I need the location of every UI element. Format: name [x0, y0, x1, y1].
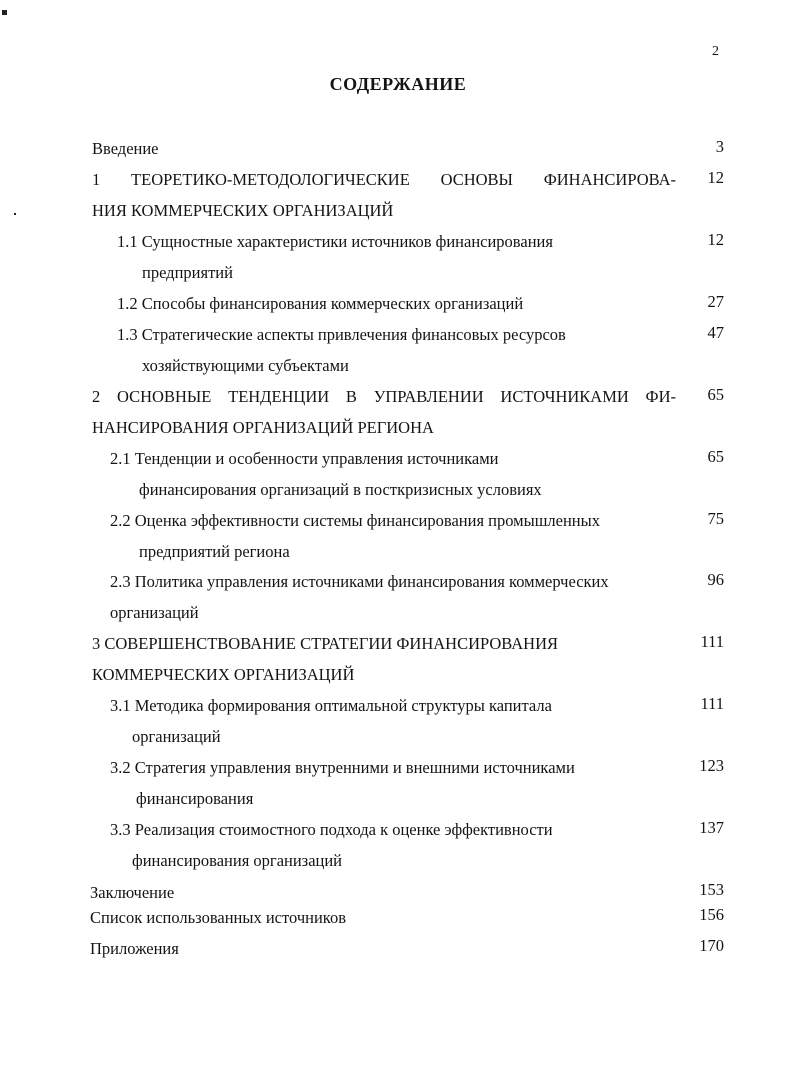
toc-entry-section-3-2-cont: финансирования: [136, 789, 254, 808]
toc-page-number: 27: [707, 292, 724, 311]
toc-entry-section-1-3: 1.3 Стратегические аспекты привлечения финансовых ресурсов: [117, 325, 566, 344]
toc-entry-section-3-3-cont: финансирования организаций: [132, 851, 343, 870]
toc-entry-section-1-1-cont: предприятий: [142, 263, 233, 282]
toc-entry-section-3-2: 3.2 Стратегия управления внутренними и внешними источниками: [110, 758, 575, 777]
toc-entry-conclusion: Заключение: [90, 883, 175, 902]
toc-page-number: 47: [707, 323, 724, 342]
toc-entry-chapter-1-cont: НИЯ КОММЕРЧЕСКИХ ОРГАНИЗАЦИЙ: [92, 201, 394, 220]
toc-entry-section-1-1: 1.1 Сущностные характеристики источников финансирования: [117, 232, 553, 251]
toc-page-number: 111: [700, 632, 724, 651]
toc-entry-chapter-3: 3 СОВЕРШЕНСТВОВАНИЕ СТРАТЕГИИ ФИНАНСИРОВАНИЯ: [92, 634, 559, 653]
toc-entry-section-3-1: 3.1 Методика формирования оптимальной структуры капитала: [110, 696, 552, 715]
toc-entry-introduction: Введение: [92, 139, 159, 158]
toc-page-number: 156: [699, 905, 724, 924]
toc-entry-section-1-3-cont: хозяйствующими субъектами: [142, 356, 349, 375]
toc-entry-appendices: Приложения: [90, 939, 179, 958]
toc-page-number: 137: [699, 818, 724, 837]
toc-entry-section-2-2: 2.2 Оценка эффективности системы финансирования промышленных: [110, 511, 600, 530]
page-number: 2: [712, 44, 719, 59]
toc-page-number: 3: [715, 137, 724, 156]
toc-page-number: 123: [699, 756, 724, 775]
toc-entry-chapter-2-cont: НАНСИРОВАНИЯ ОРГАНИЗАЦИЙ РЕГИОНА: [92, 418, 434, 437]
toc-page-number: 96: [707, 570, 724, 589]
scan-speck: [2, 10, 7, 15]
toc-page-number: 111: [700, 694, 724, 713]
toc-entry-section-1-2: 1.2 Способы финансирования коммерческих организаций: [117, 294, 524, 313]
toc-page-number: 12: [707, 168, 724, 187]
toc-page-number: 12: [707, 230, 724, 249]
toc-entry-section-3-3: 3.3 Реализация стоимостного подхода к оценке эффективности: [110, 820, 553, 839]
toc-entry-section-2-1-cont: финансирования организаций в посткризисных условиях: [139, 480, 542, 499]
toc-page-number: 65: [707, 447, 724, 466]
toc-page-number: 65: [707, 385, 724, 404]
toc-entry-chapter-3-cont: КОММЕРЧЕСКИХ ОРГАНИЗАЦИЙ: [92, 665, 355, 684]
toc-entry-section-3-1-cont: организаций: [132, 727, 221, 746]
toc-page-number: 153: [699, 880, 724, 899]
toc-entry-section-2-3-cont: организаций: [110, 603, 199, 622]
toc-page-number: 75: [707, 509, 724, 528]
toc-entry-section-2-1: 2.1 Тенденции и особенности управления источниками: [110, 449, 499, 468]
toc-entry-chapter-2: 2 ОСНОВНЫЕ ТЕНДЕНЦИИ В УПРАВЛЕНИИ ИСТОЧНИКАМИ ФИ-: [92, 387, 676, 406]
toc-entry-references: Список использованных источников: [90, 908, 346, 927]
toc-page-number: 170: [699, 936, 724, 955]
page-title: СОДЕРЖАНИЕ: [329, 74, 467, 94]
toc-entry-section-2-2-cont: предприятий региона: [139, 542, 290, 561]
scan-speck: [14, 213, 16, 215]
toc-entry-section-2-3: 2.3 Политика управления источниками финансирования коммерческих: [110, 572, 609, 591]
toc-entry-chapter-1: 1 ТЕОРЕТИКО-МЕТОДОЛОГИЧЕСКИЕ ОСНОВЫ ФИНАНСИРОВА-: [92, 170, 676, 189]
